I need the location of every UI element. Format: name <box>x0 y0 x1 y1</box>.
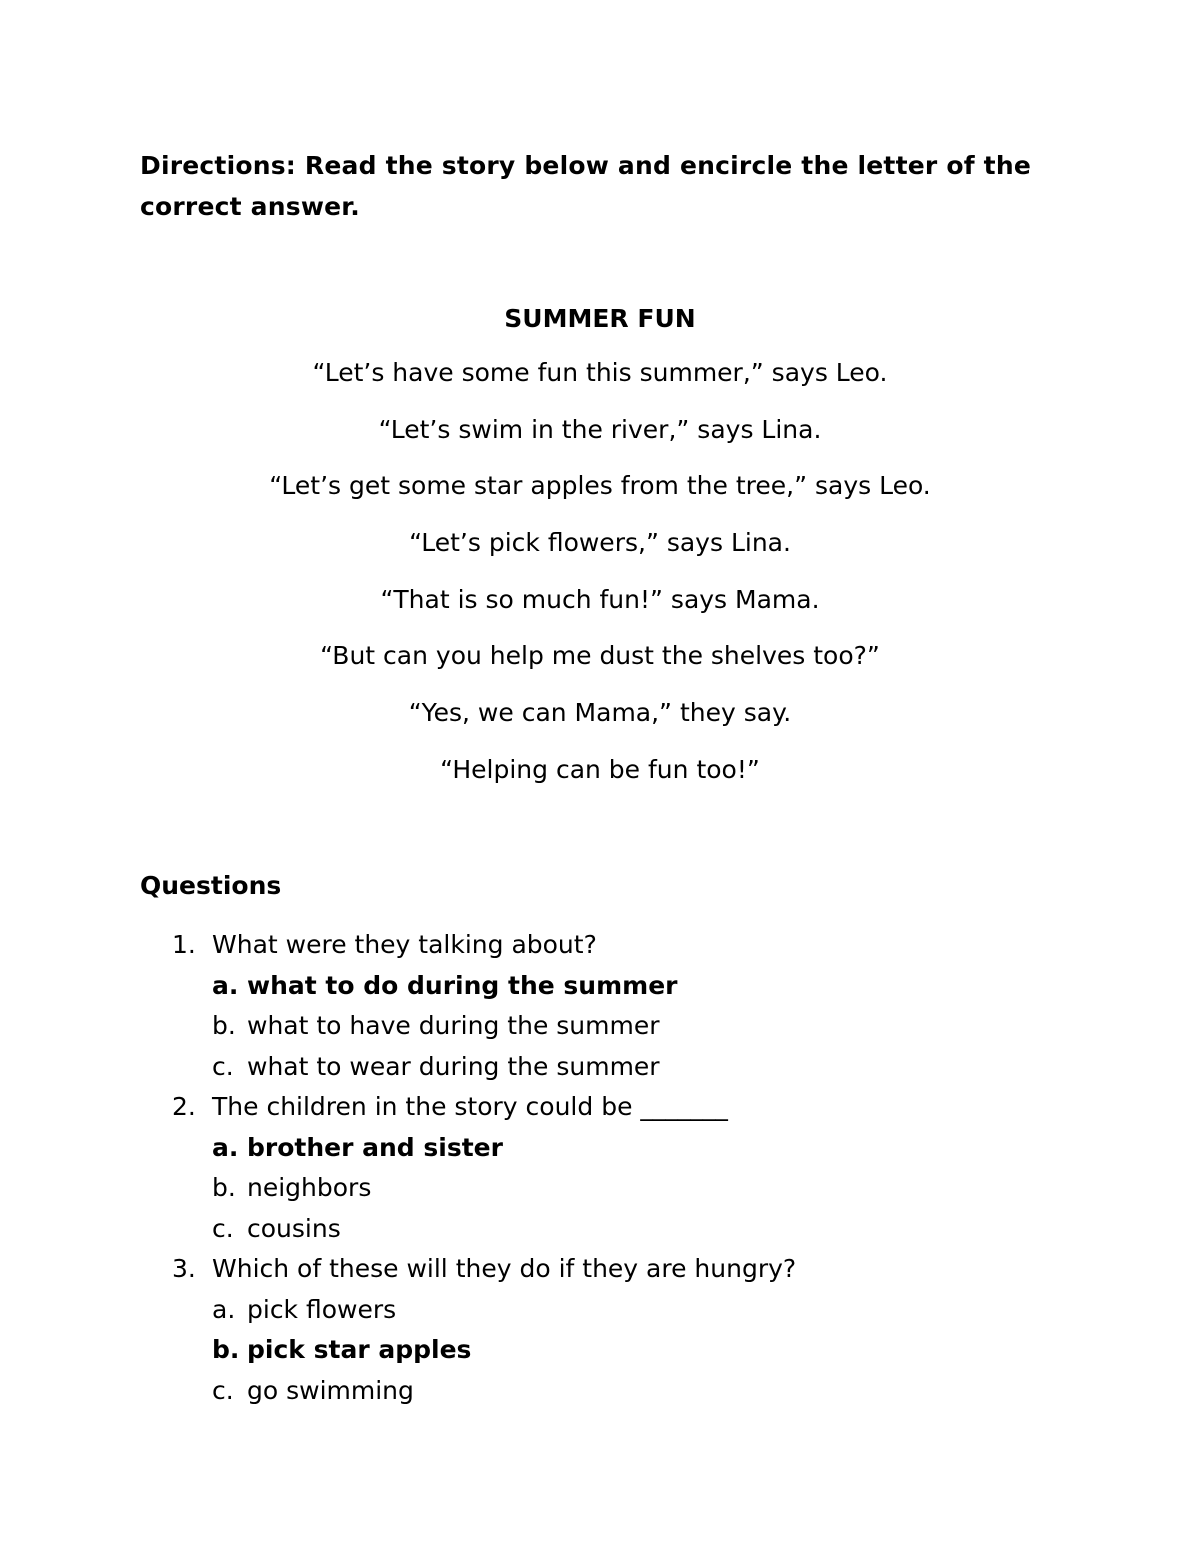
directions-text: Directions: Read the story below and encircle the letter of the correct answer. <box>140 151 1031 221</box>
choice-3a[interactable] <box>172 1290 1072 1331</box>
question-number: 1. <box>172 930 196 959</box>
story <box>0 298 1200 809</box>
choice-3c[interactable] <box>172 1371 1072 1412</box>
story-line: “That is so much fun!” says Mama. <box>380 584 820 614</box>
choice-1c[interactable] <box>172 1047 1072 1088</box>
questions-heading: Questions <box>140 871 282 900</box>
story-line: “Let’s pick flowers,” says Lina. <box>409 528 791 558</box>
choice-1b[interactable] <box>172 1006 1072 1047</box>
choice-letter: c. <box>212 1213 234 1243</box>
story-line: “Helping can be fun too!” <box>440 754 760 784</box>
choice-letter: c. <box>212 1375 234 1405</box>
choice-text: go swimming <box>247 1375 414 1405</box>
choice-2b[interactable] <box>172 1168 1072 1209</box>
choice-3b[interactable] <box>172 1330 1072 1371</box>
question-1 <box>172 925 1072 966</box>
choice-2c[interactable] <box>172 1209 1072 1250</box>
story-line: “Yes, we can Mama,” they say. <box>408 698 792 728</box>
story-line: “Let’s get some star apples from the tree,” says Leo. <box>269 471 931 501</box>
choice-letter: b. <box>212 1011 236 1040</box>
choice-text: brother and sister <box>247 1132 503 1162</box>
story-line: “Let’s have some fun this summer,” says Leo. <box>312 358 888 387</box>
question-number: 3. <box>172 1254 196 1283</box>
choice-1a[interactable] <box>172 966 1072 1007</box>
choice-text: what to have during the summer <box>247 1011 660 1040</box>
choice-text: neighbors <box>247 1173 372 1202</box>
story-line: “But can you help me dust the shelves too?” <box>320 641 880 671</box>
question-3 <box>172 1249 1072 1290</box>
question-2 <box>172 1087 1072 1128</box>
question-text: The children in the story could be _______ <box>212 1092 728 1121</box>
choice-2a[interactable] <box>172 1128 1072 1169</box>
story-title: SUMMER FUN <box>504 304 696 333</box>
choice-letter: a. <box>212 970 239 1000</box>
questions-list <box>172 925 1072 1411</box>
question-text: Which of these will they do if they are hungry? <box>212 1254 797 1283</box>
story-line: “Let’s swim in the river,” says Lina. <box>378 414 822 444</box>
choice-text: cousins <box>247 1213 341 1243</box>
question-text: What were they talking about? <box>212 930 597 959</box>
choice-letter: a. <box>212 1294 236 1324</box>
choice-text: pick flowers <box>247 1294 397 1324</box>
choice-letter: a. <box>212 1132 239 1162</box>
choice-text: pick star apples <box>247 1335 472 1364</box>
choice-text: what to do during the summer <box>247 970 678 1000</box>
choice-letter: b. <box>212 1173 236 1202</box>
choice-letter: c. <box>212 1051 234 1081</box>
choice-letter: b. <box>212 1335 240 1364</box>
question-number: 2. <box>172 1092 196 1121</box>
choice-text: what to wear during the summer <box>247 1051 660 1081</box>
